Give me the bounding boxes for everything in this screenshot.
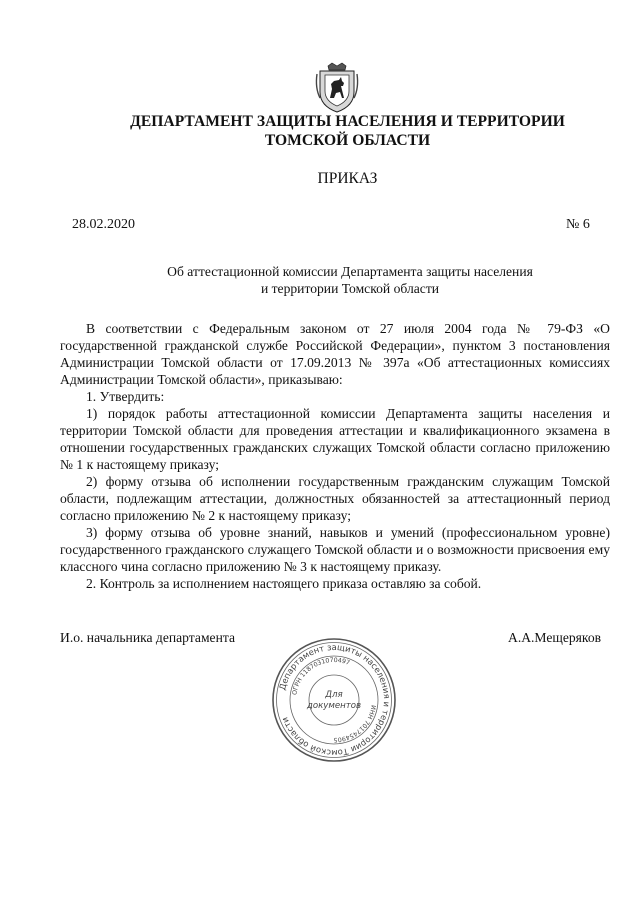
department-name-line1: ДЕПАРТАМЕНТ ЗАЩИТЫ НАСЕЛЕНИЯ И ТЕРРИТОРИИ [130, 113, 565, 130]
order-subject-line1: Об аттестационной комиссии Департамента защиты населения [167, 264, 533, 279]
order-body [60, 320, 610, 592]
department-name [60, 112, 635, 150]
order-subject-line2: и территории Томской области [260, 281, 440, 296]
coat-of-arms-icon [314, 62, 360, 114]
subitem-1-procedure: 1) порядок работы аттестационной комиссии Департамента защиты населения и территории Томской области для проведения аттестации и квалификационного экзамена в отношении государственных гражданских служащих Томской области согласно приложению № 1 к настоящему приказу; [60, 406, 610, 472]
item-2-control: 2. Контроль за исполнением настоящего приказа оставляю за собой. [86, 576, 482, 591]
official-stamp [270, 636, 398, 764]
stamp-ring-text: Департамент защиты населения и территории Томской области [277, 641, 393, 759]
stamp-ogrn-text: ОГРН 1187031070497 [291, 656, 351, 696]
stamp-inn-text: ИНН 7017454905 [333, 704, 377, 744]
stamp-center-line1: Для [325, 690, 343, 700]
order-subject [110, 263, 590, 297]
item-1-approve: 1. Утвердить: [86, 389, 165, 404]
signatory-role: И.о. начальника департамента [60, 630, 235, 645]
department-name-line2: ТОМСКОЙ ОБЛАСТИ [264, 132, 431, 149]
order-number: № 6 [566, 217, 590, 232]
preamble-paragraph: В соответствии с Федеральным законом от 27 июля 2004 года № 79-ФЗ «О государственной гражданской службе Российской Федерации», пунктом 3 постановления Администрации Томской области от 17.09.2013 № 397а «Об аттестационных комиссиях Администрации Томской области», приказываю: [60, 321, 610, 387]
subitem-2-review-form: 2) форму отзыва об исполнении государственным гражданским служащим Томской области, подлежащим аттестации, должностных обязанностей за аттестационный период согласно приложению № 2 к настоящему приказу; [60, 474, 610, 523]
signatory-name: А.А.Мещеряков [508, 630, 602, 645]
stamp-center-line2: документов [306, 701, 362, 711]
subitem-3-review-form: 3) форму отзыва об уровне знаний, навыков и умений (профессиональном уровне) государственного гражданского служащего Томской области и о возможности присвоения ему классного чина согласно приложению № 3 к настоящему приказу. [60, 525, 610, 574]
order-date: 28.02.2020 [72, 217, 135, 232]
order-title: ПРИКАЗ [317, 170, 378, 187]
